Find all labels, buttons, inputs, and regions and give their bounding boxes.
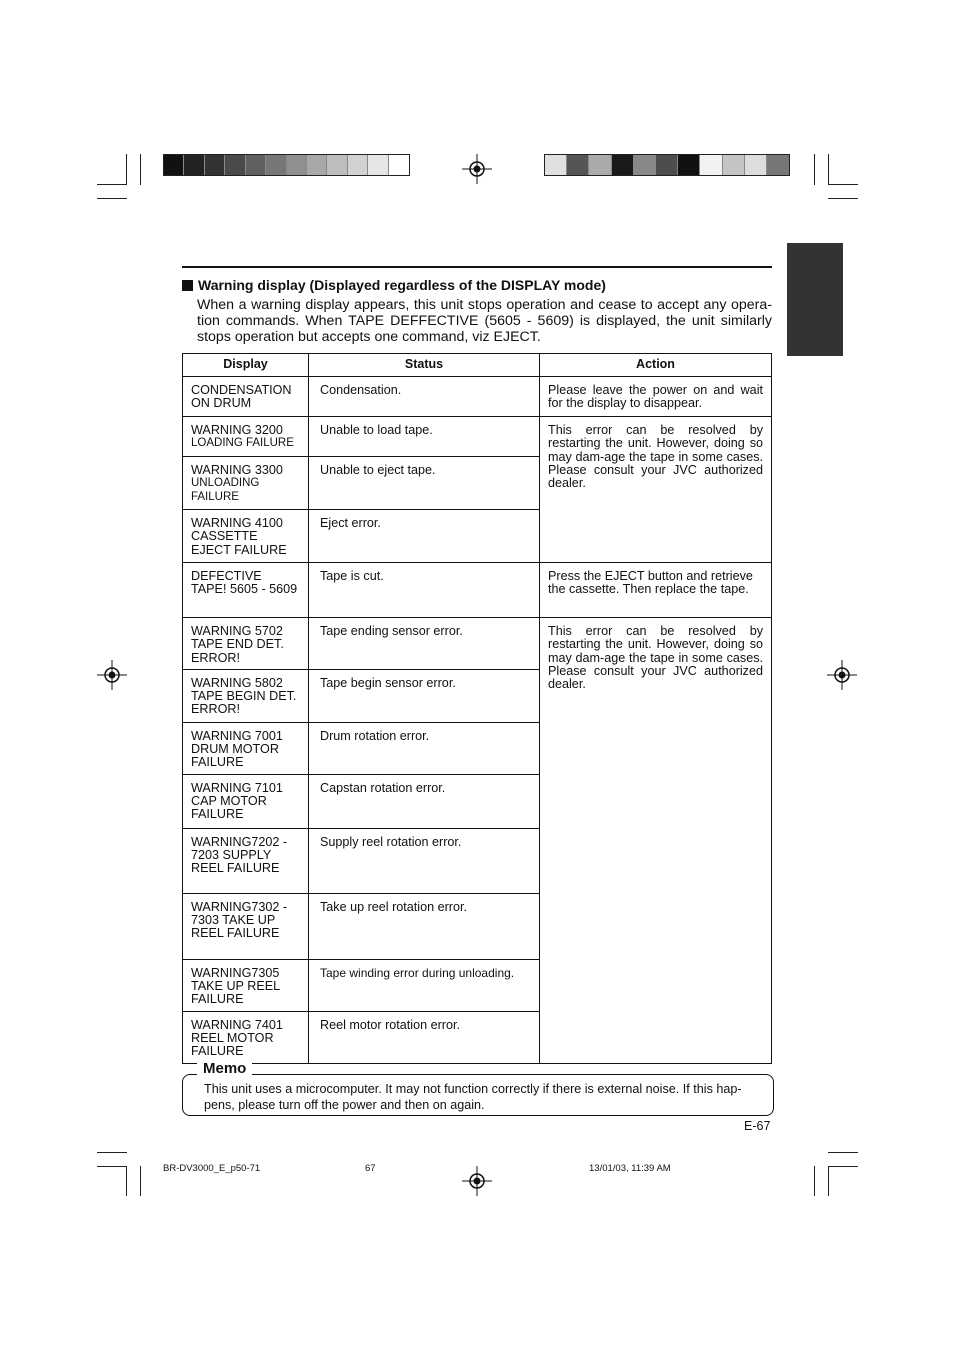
warning-table [182,353,772,1064]
color-swatch [678,155,700,175]
display-text: DEFECTIVE TAPE! 5605 - 5609 [191,569,298,597]
memo-text: This unit uses a microcomputer. It may not function correctly if there is external noise. If this hap-pens, please turn off the power and then on again. [204,1082,742,1112]
crop-mark [97,198,127,199]
status-cell: Tape is cut. [309,563,540,618]
status-cell: Condensation. [309,377,540,417]
status-cell: Reel motor rotation error. [309,1011,540,1063]
crop-mark [140,1166,141,1196]
color-swatch [327,155,347,175]
action-cell: Please leave the power on and wait for the display to disappear. [540,377,772,417]
crop-mark [140,154,141,185]
intro-paragraph: When a warning display appears, this unit stops operation and cease to accept any opera-tion commands. When TAPE DEFFECTIVE (5605 - 5609) is displayed, the unit similarly stops operation but accepts one command, viz EJECT. [197,297,772,345]
table-row [183,563,772,618]
table-row [183,417,772,457]
display-text: WARNING7302 - 7303 TAKE UP REEL FAILURE [191,899,288,941]
color-swatch [266,155,286,175]
color-bar-left [163,154,410,176]
crop-mark [828,1166,829,1196]
registration-mark-icon [97,660,127,690]
color-swatch [723,155,745,175]
table-row [183,618,772,670]
display-text: WARNING7305 TAKE UP REEL FAILURE [191,965,280,1007]
display-cell [183,417,309,457]
status-cell: Take up reel rotation error. [309,893,540,959]
status-cell: Tape winding error during unloading. [309,959,540,1011]
display-cell [183,828,309,893]
display-text: WARNING 7401 REEL MOTOR FAILURE [191,1017,283,1059]
crop-mark [97,184,127,185]
color-swatch [246,155,266,175]
status-cell: Unable to load tape. [309,417,540,457]
color-swatch [184,155,204,175]
color-swatch [164,155,184,175]
color-bar-right [544,154,790,176]
crop-mark [828,184,858,185]
status-cell: Supply reel rotation error. [309,828,540,893]
display-text: WARNING 3300 [191,463,283,477]
display-cell [183,1011,309,1063]
color-swatch [225,155,245,175]
crop-mark [814,1166,815,1196]
top-rule [182,266,772,268]
display-cell [183,774,309,828]
color-swatch [745,155,767,175]
page-number: E-67 [744,1119,771,1133]
header-status: Status [309,354,540,377]
registration-mark-icon [462,154,492,184]
display-cell [183,959,309,1011]
display-cell [183,377,309,417]
crop-mark [126,1166,127,1196]
status-cell: Tape ending sensor error. [309,618,540,670]
footer-filename: BR-DV3000_E_p50-71 [163,1163,261,1174]
footer-timestamp: 13/01/03, 11:39 AM [589,1163,671,1174]
table-row [183,377,772,417]
header-display: Display [183,354,309,377]
display-text: WARNING 7101 CAP MOTOR FAILURE [191,780,283,822]
action-cell: Press the EJECT button and retrieve the cassette. Then replace the tape. [540,563,772,618]
action-cell: This error can be resolved by restarting the unit. However, doing so may dam-age the tape in some cases. Please consult your JVC authorized dealer. [540,618,772,1064]
display-subtext: UNLOADING FAILURE [191,477,260,503]
color-swatch [767,155,789,175]
display-text: WARNING 5702 TAPE END DET. ERROR! [191,624,284,665]
crop-mark [828,154,829,185]
color-swatch [307,155,327,175]
status-cell: Capstan rotation error. [309,774,540,828]
display-cell [183,510,309,563]
display-text: WARNING 7001 DRUM MOTOR FAILURE [191,728,283,770]
crop-mark [97,1152,127,1153]
footer-page: 67 [365,1163,376,1174]
status-cell: Drum rotation error. [309,722,540,774]
registration-mark-icon [827,660,857,690]
color-swatch [545,155,567,175]
color-swatch [700,155,722,175]
status-cell: Unable to eject tape. [309,457,540,510]
display-cell [183,722,309,774]
crop-mark [126,154,127,185]
crop-mark [814,154,815,185]
color-swatch [589,155,611,175]
color-swatch [656,155,678,175]
color-swatch [567,155,589,175]
color-swatch [205,155,225,175]
display-subtext: LOADING FAILURE [191,437,294,450]
memo-label: Memo [197,1060,252,1077]
table-header-row [183,354,772,377]
display-cell [183,669,309,722]
color-swatch [634,155,656,175]
display-cell [183,563,309,618]
square-bullet-icon [182,280,193,291]
status-cell: Eject error. [309,510,540,563]
display-cell [183,618,309,670]
display-cell [183,457,309,510]
crop-mark [828,1166,858,1167]
color-swatch [389,155,409,175]
color-swatch [348,155,368,175]
section-heading [182,277,606,293]
color-swatch [287,155,307,175]
header-action: Action [540,354,772,377]
display-text: WARNING 5802 TAPE BEGIN DET. ERROR! [191,675,297,717]
section-side-tab [787,243,843,356]
color-swatch [612,155,634,175]
display-text: CONDENSATION ON DRUM [191,383,292,411]
display-cell [183,893,309,959]
status-cell: Tape begin sensor error. [309,669,540,722]
crop-mark [828,1152,858,1153]
display-text: WARNING 4100 CASSETTE EJECT FAILURE [191,516,287,557]
crop-mark [97,1166,127,1167]
action-cell: This error can be resolved by restarting the unit. However, doing so may dam-age the tape in some cases. Please consult your JVC authorized dealer. [540,417,772,563]
display-text: WARNING7202 - 7203 SUPPLY REEL FAILURE [191,834,288,876]
crop-mark [828,198,858,199]
registration-mark-icon [462,1166,492,1196]
display-text: WARNING 3200 [191,423,283,437]
color-swatch [368,155,388,175]
section-heading-text: Warning display (Displayed regardless of the DISPLAY mode) [198,277,606,293]
